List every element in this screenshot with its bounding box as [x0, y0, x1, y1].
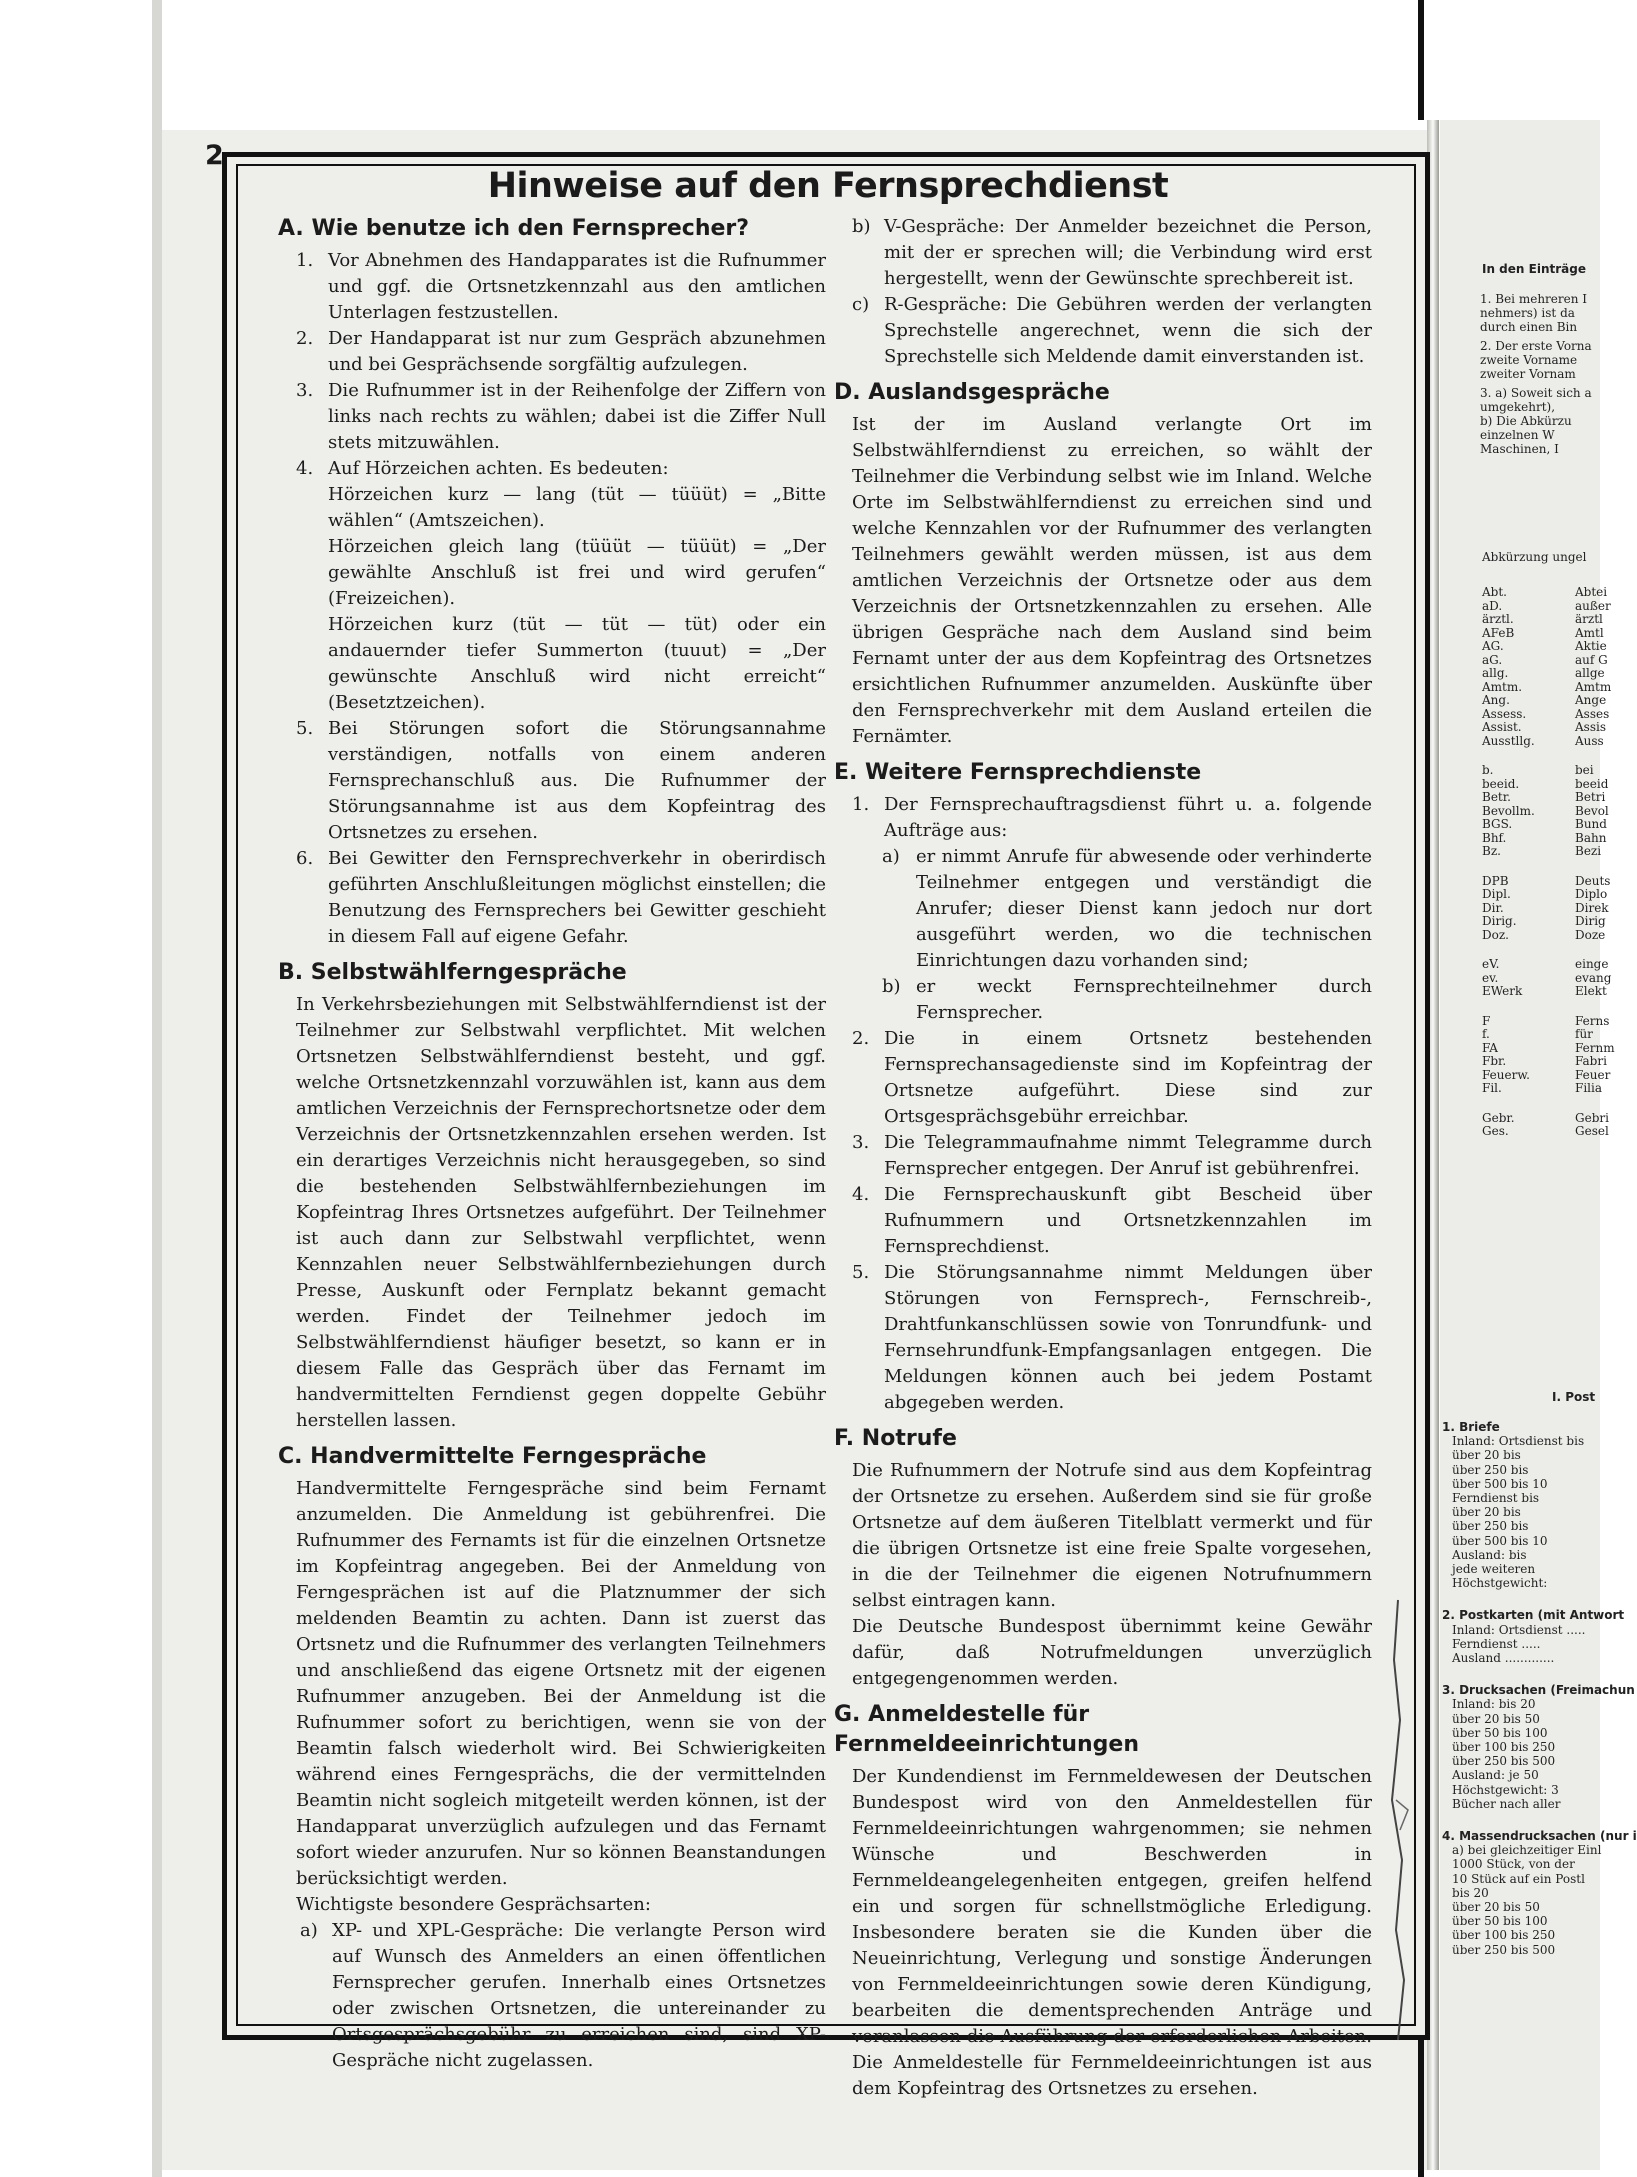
abbr-meaning: Fernm: [1575, 1040, 1615, 1055]
section-c-heading: C. Handvermittelte Ferngespräche: [278, 1444, 707, 1469]
item-number: c): [852, 294, 870, 315]
abbr-term: Betr.: [1482, 790, 1511, 804]
list-item: [852, 792, 1372, 844]
item-text: Der Handapparat ist nur zum Gespräch abzunehmen und bei Gesprächsende sorgfältig aufzulegen.: [328, 328, 826, 375]
abbr-meaning: Abtei: [1575, 585, 1608, 599]
item-text: Bei Gewitter den Fernsprechverkehr in oberirdisch geführten Anschlußleitungen möglichst einstellen; die Benutzung des Fernsprechers bei Gewitter geschieht in diesem Fall auf eigene Gefahr.: [328, 848, 826, 947]
abbr-term: AFeB: [1482, 625, 1515, 640]
right-column: [834, 214, 1372, 2102]
neighbor-text-line: über 20 bis: [1452, 1505, 1521, 1520]
neighbor-text-line: über 500 bis 10: [1452, 1533, 1548, 1548]
section-f-text-2: Die Deutsche Bundespost übernimmt keine Gewähr dafür, daß Notrufmeldungen unverzüglich entgegengenommen werden.: [852, 1616, 1372, 1689]
abbr-meaning: Auss: [1575, 733, 1604, 748]
abbr-term: Fil.: [1482, 1081, 1502, 1095]
item-number: 2.: [296, 328, 314, 349]
item-text: Die Störungsannahme nimmt Meldungen über Störungen von Fernsprech-, Fernschreib-, Drahtfunkanschlüssen sowie von Tonrundfunk- und Fernsehrundfunk-Empfangsanlagen entgegen. Die Meldungen können auch bei jedem Postamt abgegeben werden.: [884, 1262, 1372, 1413]
item-number: 3.: [852, 1132, 870, 1153]
abbr-term: EWerk: [1482, 984, 1523, 998]
item-number: 5.: [296, 718, 314, 739]
abbr-meaning: Amtm: [1575, 679, 1612, 694]
scan-edge-right-bottom: [1418, 2040, 1424, 2177]
section-d-heading: D. Auslandsgespräche: [834, 380, 1110, 405]
scan-edge-left: [152, 0, 162, 2177]
item-text: er nimmt Anrufe für abwesende oder verhinderte Teilnehmer entgegen und verständigt die Anrufer; dieser Dienst kann jedoch nur dort ausgeführt werden, wo die technischen Einrichtungen dazu vorhanden sind;: [916, 846, 1372, 971]
abbr-meaning: einge: [1575, 957, 1609, 971]
abbr-term: FA: [1482, 1040, 1498, 1055]
page-number: 2: [205, 140, 224, 171]
section-b-heading: B. Selbstwählferngespräche: [278, 960, 627, 985]
item-number: 4.: [852, 1184, 870, 1205]
neighbor-text-line: über 50 bis 100: [1452, 1725, 1548, 1740]
abbr-term: aG.: [1482, 652, 1503, 667]
abbr-term: Bhf.: [1482, 830, 1507, 845]
list-item: [300, 1918, 826, 2074]
list-item: [296, 326, 826, 378]
item-text: XP- und XPL-Gespräche: Die verlangte Person wird auf Wunsch des Anmelders an einen öffentlichen Fernsprecher gerufen. Innerhalb eines Ortsnetzes oder zwischen Ortsnetzen, die untereinander zu Ortsgesprächsgebühr zu erreichen sind, sind XP-Gespräche nicht zugelassen.: [332, 1920, 826, 2071]
neighbor-text-line: einzelnen W: [1480, 428, 1555, 442]
abbr-term: BGS.: [1482, 817, 1513, 831]
section-f-heading: F. Notrufe: [834, 1426, 957, 1451]
item-number: b): [852, 216, 871, 237]
section-g-heading: G. Anmeldestelle für Fernmeldeeinrichtungen: [834, 1702, 1140, 1757]
abbr-meaning: Gebri: [1575, 1110, 1609, 1125]
neighbor-text-line: 10 Stück auf ein Postl: [1452, 1871, 1585, 1886]
neighbor-text-line: über 100 bis 250: [1452, 1740, 1556, 1754]
section-f-text: Die Rufnummern der Notrufe sind aus dem Kopfeintrag der Ortsnetze zu ersehen. Außerdem sind sie für große Ortsnetze auf dem äußeren Titelblatt vermerkt und für die übrigen Ortsnetze ist eine freie Spalte vorgesehen, in die der Teilnehmer die eigenen Notrufnummern selbst eintragen kann.: [852, 1460, 1372, 1611]
abbr-meaning: Bahn: [1575, 830, 1607, 845]
abbr-term: ärztl.: [1482, 612, 1514, 626]
abbr-meaning: Amtl: [1575, 625, 1604, 640]
neighbor-text-line: a) bei gleichzeitiger Einl: [1452, 1843, 1602, 1858]
section-c-text: Handvermittelte Ferngespräche sind beim Fernamt anzumelden. Die Anmeldung ist gebührenfrei. Die Rufnummer des Fernamts ist für die einzelnen Ortsnetze im Kopfeintrag angegeben. Bei der Anmeldung von Ferngesprächen ist auf die Platznummer der sich meldenden Beamtin zu achten. Dann ist zuerst das Ortsnetz und die Rufnummer des verlangten Teilnehmers und anschließend das eigene Ortsnetz mit der eigenen Rufnummer anzugeben. Bei der Anmeldung ist die Rufnummer sofort zu berichtigen, wenn sie von der Beamtin falsch wiederholt wird. Bei Schwierigkeiten während eines Ferngesprächs, die der vermittelnden Beamtin nicht sogleich mitgeteilt werden können, ist der Handapparat unverzüglich aufzulegen und das Fernamt sofort wieder anzurufen. Nur so können Beanstandungen berücksichtigt werden.: [296, 1478, 826, 1889]
abbr-term: Bz.: [1482, 844, 1501, 858]
neighbor-text-line: Maschinen, I: [1480, 442, 1559, 456]
neighbor-text-line: Ausland: je 50: [1452, 1768, 1539, 1783]
abbr-term: Amtm.: [1482, 679, 1523, 694]
item-number: 5.: [852, 1262, 870, 1283]
item-number: b): [882, 976, 901, 997]
abbr-header: Abkürzung ungel: [1482, 550, 1587, 564]
abbr-meaning: bei: [1575, 763, 1594, 777]
section-a-heading: A. Wie benutze ich den Fernsprecher?: [278, 216, 750, 241]
item-text: Auf Hörzeichen achten. Es bedeuten:: [328, 458, 669, 479]
abbr-meaning: Ferns: [1575, 1013, 1610, 1028]
list-item: [852, 1026, 1372, 1130]
abbr-meaning: außer: [1575, 598, 1611, 613]
abbr-term: aD.: [1482, 598, 1503, 613]
scan-edge-right: [1418, 0, 1424, 120]
page-title: Hinweise auf den Fernsprechdienst: [487, 166, 1169, 206]
abbr-term: Assess.: [1482, 706, 1527, 721]
neighbor-text-line: Ausland: bis: [1452, 1547, 1527, 1562]
neighbor-text-line: 2. Der erste Vorna: [1480, 339, 1592, 353]
neighbor-text-line: über 250 bis 500: [1452, 1754, 1556, 1769]
abbr-term: DPB: [1482, 873, 1509, 888]
neighbor-text-line: jede weiteren: [1452, 1562, 1536, 1576]
abbr-term: Fbr.: [1482, 1054, 1507, 1068]
list-item: [296, 248, 826, 326]
abbr-meaning: evang: [1575, 970, 1612, 985]
abbr-term: Ang.: [1482, 693, 1510, 707]
neighbor-text-line: über 250 bis 500: [1452, 1942, 1556, 1957]
list-item: [296, 456, 826, 482]
abbr-meaning: Bund: [1575, 817, 1607, 831]
item-number: 6.: [296, 848, 314, 869]
list-item: [296, 378, 826, 456]
abbr-meaning: Elekt: [1575, 984, 1607, 998]
item-number: a): [882, 846, 900, 867]
neighbor-text-line: Höchstgewicht:: [1452, 1576, 1548, 1591]
neighbor-text-line: 3. a) Soweit sich a: [1480, 386, 1592, 400]
neighbor-text-line: Höchstgewicht: 3: [1452, 1782, 1559, 1797]
abbr-term: Abt.: [1482, 585, 1507, 599]
neighbor-text-line: Ferndienst .....: [1452, 1636, 1541, 1651]
abbr-term: f.: [1482, 1027, 1490, 1041]
signal-description: Hörzeichen kurz — lang (tüt — tüüüt) = „Bitte wählen“ (Amtszeichen).: [328, 484, 826, 531]
abbr-term: beeid.: [1482, 776, 1520, 791]
list-item: [296, 716, 826, 846]
neighbor-text-line: 3. Drucksachen (Freimachun: [1442, 1683, 1635, 1698]
neighbor-text-line: über 100 bis 250: [1452, 1928, 1556, 1943]
signal-description: Hörzeichen kurz (tüt — tüt — tüt) oder ein andauernder tiefer Summerton (tuuut) = „Der gewünschte Anschluß wird nicht erreicht“ (Besetztzeichen).: [328, 614, 826, 713]
neighbor-text-line: Inland: Ortsdienst bis: [1452, 1434, 1585, 1449]
list-item: [852, 1260, 1372, 1416]
item-text: Die Rufnummer ist in der Reihenfolge der Ziffern von links nach rechts zu wählen; dabei ist die Ziffer Null stets mitzuwählen.: [328, 380, 826, 453]
abbr-term: Feuerw.: [1482, 1067, 1530, 1082]
post-heading: I. Post: [1552, 1390, 1596, 1404]
abbr-meaning: Direk: [1575, 900, 1609, 915]
list-item: [852, 1182, 1372, 1260]
item-text: Vor Abnehmen des Handapparates ist die Rufnummer und ggf. die Ortsnetzkennzahl aus den amtlichen Unterlagen festzustellen.: [328, 250, 826, 323]
abbr-meaning: Bevol: [1575, 803, 1609, 818]
abbr-term: Gebr.: [1482, 1110, 1515, 1125]
neighbor-text-line: über 500 bis 10: [1452, 1476, 1548, 1491]
abbr-meaning: Filia: [1575, 1081, 1602, 1095]
abbr-term: Doz.: [1482, 927, 1509, 942]
paper-tear: [1380, 1600, 1410, 2040]
abbr-term: Bevollm.: [1482, 803, 1535, 818]
neighbor-text-line: nehmers) ist da: [1480, 306, 1575, 320]
neighbor-text-line: über 20 bis 50: [1452, 1900, 1540, 1914]
abbr-meaning: Assis: [1575, 720, 1606, 734]
item-number: 2.: [852, 1028, 870, 1049]
section-d-text: Ist der im Ausland verlangte Ort im Selbstwählferndienst zu erreichen, so wählt der Teilnehmer die Verbindung selbst wie im Inland. Welche Orte im Selbstwählferndienst zu erreichen sind und welche Kennzahlen vor der Rufnummer des verlangten Teilnehmers gewählt werden müssen, ist aus dem amtlichen Verzeichnis der Ortsnetze oder aus dem Verzeichnis der Ortsnetzkennzahlen zu ersehen. Alle übrigen Gespräche nach dem Ausland sind beim Fernamt unter der aus dem Kopfeintrag des Ortsnetzes ersichtlichen Rufnummer anzumelden. Auskünfte über den Fernsprechverkehr mit dem Ausland erteilen die Fernämter.: [852, 414, 1372, 747]
neighbor-text-line: 1000 Stück, von der: [1452, 1857, 1575, 1872]
abbr-meaning: Dirig: [1575, 914, 1606, 928]
neighbor-text-line: Inland: bis 20: [1452, 1697, 1536, 1712]
abbr-term: allg.: [1482, 666, 1509, 680]
abbr-meaning: Gesel: [1575, 1124, 1609, 1138]
neighbor-text-line: umgekehrt),: [1480, 400, 1556, 414]
neighbor-text-line: Bücher nach aller: [1452, 1796, 1561, 1811]
neighbor-text-line: zweiter Vornam: [1480, 367, 1576, 381]
list-item: [882, 974, 1372, 1026]
neighbor-text-line: Ferndienst bis: [1452, 1491, 1540, 1505]
abbr-meaning: Doze: [1575, 927, 1606, 942]
abbr-term: Ausstllg.: [1482, 733, 1535, 748]
neighbor-text-line: über 250 bis: [1452, 1519, 1529, 1534]
abbr-meaning: Diplo: [1575, 887, 1608, 901]
abbr-term: ev.: [1482, 970, 1499, 985]
abbr-term: Dirig.: [1482, 914, 1517, 928]
neighbor-text-line: 1. Briefe: [1442, 1420, 1500, 1434]
neighbor-text-line: über 20 bis 50: [1452, 1711, 1540, 1726]
list-item: [882, 844, 1372, 974]
section-b-text: In Verkehrsbeziehungen mit Selbstwählferndienst ist der Teilnehmer zur Selbstwahl verpflichtet. Mit welchen Ortsnetzen Selbstwählferndienst besteht, und ggf. welche Ortsnetzkennzahl vorzuwählen ist, kann aus dem amtlichen Verzeichnis der Fernsprechortsnetze oder dem Verzeichnis der Ortsnetzkennzahlen ersehen werden. Ist ein derartiges Verzeichnis nicht herausgegeben, so sind die bestehenden Selbstwählfernbeziehungen im Kopfeintrag Ihres Ortsnetzes aufgeführt. Der Teilnehmer ist auch dann zur Selbstwahl verpflichtet, wenn Kennzahlen neuer Selbstwählfernbeziehungen durch Presse, Auskunft oder Fernplatz bekannt gemacht werden. Findet der Teilnehmer jedoch im Selbstwählferndienst häufiger besetzt, so kann er in diesem Falle das Gespräch über das Fernamt im handvermittelten Ferndienst gegen doppelte Gebühr herstellen lassen.: [296, 994, 826, 1431]
abbr-meaning: Feuer: [1575, 1067, 1611, 1082]
abbr-term: Dir.: [1482, 900, 1504, 915]
abbr-term: Assist.: [1482, 720, 1522, 734]
item-number: 1.: [852, 794, 870, 815]
neighbor-text-line: Ausland .............: [1452, 1651, 1555, 1665]
item-text: Die Fernsprechauskunft gibt Bescheid über Rufnummern und Ortsnetzkennzahlen im Fernsprechdienst.: [884, 1184, 1372, 1257]
abbr-meaning: Fabri: [1575, 1054, 1607, 1068]
section-c-subheading: Wichtigste besondere Gesprächsarten:: [296, 1894, 651, 1915]
abbr-meaning: Asses: [1575, 706, 1610, 721]
neighbor-text-line: über 250 bis: [1452, 1462, 1529, 1477]
abbr-meaning: Deuts: [1575, 873, 1611, 888]
abbr-meaning: auf G: [1575, 652, 1608, 667]
item-text: Die Telegrammaufnahme nimmt Telegramme durch Fernsprecher entgegen. Der Anruf ist gebührenfrei.: [884, 1132, 1372, 1179]
abbr-term: AG.: [1482, 639, 1504, 653]
item-number: 4.: [296, 458, 314, 479]
list-item: [852, 292, 1372, 370]
abbr-term: Dipl.: [1482, 887, 1511, 901]
item-text: R-Gespräche: Die Gebühren werden der verlangten Sprechstelle angerechnet, wenn die sich der Sprechstelle sich Meldende damit einverstanden ist.: [884, 294, 1372, 367]
neighbor-text-line: bis 20: [1452, 1885, 1489, 1900]
item-text: Die in einem Ortsnetz bestehenden Fernsprechansagedienste sind im Kopfeintrag der Ortsnetze aufgeführt. Diese sind zur Ortsgesprächsgebühr erreichbar.: [884, 1028, 1372, 1127]
item-number: 1.: [296, 250, 314, 271]
abbr-meaning: Bezi: [1575, 844, 1602, 858]
left-column: [278, 214, 826, 2074]
neighbor-text-line: Inland: Ortsdienst .....: [1452, 1622, 1586, 1637]
abbr-meaning: Aktie: [1575, 639, 1607, 653]
abbr-meaning: für: [1575, 1027, 1593, 1041]
abbr-meaning: Ange: [1575, 693, 1607, 707]
neighbor-text-line: über 50 bis 100: [1452, 1914, 1548, 1929]
signal-description: Hörzeichen gleich lang (tüüüt — tüüüt) = „Der gewählte Anschluß ist frei und wird gerufen“ (Freizeichen).: [328, 536, 826, 609]
neighbor-text-line: durch einen Bin: [1480, 320, 1578, 334]
abbr-meaning: ärztl: [1575, 612, 1603, 626]
list-item: [852, 1130, 1372, 1182]
list-item: [852, 214, 1372, 292]
item-text: V-Gespräche: Der Anmelder bezeichnet die Person, mit der er sprechen will; die Verbindung wird erst hergestellt, wenn der Gewünschte sprechbereit ist.: [884, 216, 1372, 289]
abbr-term: eV.: [1482, 957, 1500, 971]
abbr-meaning: Betri: [1575, 790, 1606, 804]
neighbor-text-line: zweite Vorname: [1480, 353, 1578, 367]
abbr-meaning: beeid: [1575, 776, 1609, 791]
abbr-term: b.: [1482, 763, 1494, 777]
abbr-meaning: allge: [1575, 666, 1605, 680]
neighbor-heading: In den Einträge: [1482, 262, 1586, 276]
neighbor-text-line: 4. Massendrucksachen (nur i: [1442, 1829, 1637, 1843]
item-text: Bei Störungen sofort die Störungsannahme verständigen, notfalls von einem anderen Fernsprechanschluß aus. Die Rufnummer der Störungsannahme ist aus dem Kopfeintrag des Ortsnetzes zu ersehen.: [328, 718, 826, 843]
abbr-term: F: [1482, 1013, 1491, 1028]
section-g-text: Der Kundendienst im Fernmeldewesen der Deutschen Bundespost wird von den Anmeldestellen für Fernmeldeeinrichtungen wahrgenommen; sie nehmen Wünsche und Beschwerden in Fernmeldeangelegenheiten entgegen, greifen helfend ein und sorgen für schnellstmögliche Erledigung. Insbesondere beraten sie die Kunden über die Neueinrichtung, Verlegung und sonstige Änderungen von Fernmeldeeinrichtungen sowie deren Kündigung, bearbeiten die dementsprechenden Anträge und veranlassen die Ausführung der erforderlichen Arbeiten. Die Anmeldestelle für Fernmeldeeinrichtungen ist aus dem Kopfeintrag des Ortsnetzes zu ersehen.: [852, 1766, 1372, 2099]
abbr-term: Ges.: [1482, 1124, 1509, 1138]
item-number: 3.: [296, 380, 314, 401]
neighbor-text-line: 1. Bei mehreren I: [1480, 292, 1588, 306]
list-item: [296, 846, 826, 950]
item-text: er weckt Fernsprechteilnehmer durch Fernsprecher.: [916, 976, 1372, 1023]
neighbor-text-line: über 20 bis: [1452, 1448, 1521, 1463]
section-e-heading: E. Weitere Fernsprechdienste: [834, 760, 1202, 785]
item-text: Der Fernsprechauftragsdienst führt u. a. folgende Aufträge aus:: [884, 794, 1372, 841]
item-label: a): [300, 1920, 318, 1941]
neighbor-text-line: b) Die Abkürzu: [1480, 414, 1572, 428]
neighbor-text-line: 2. Postkarten (mit Antwort: [1442, 1608, 1625, 1623]
